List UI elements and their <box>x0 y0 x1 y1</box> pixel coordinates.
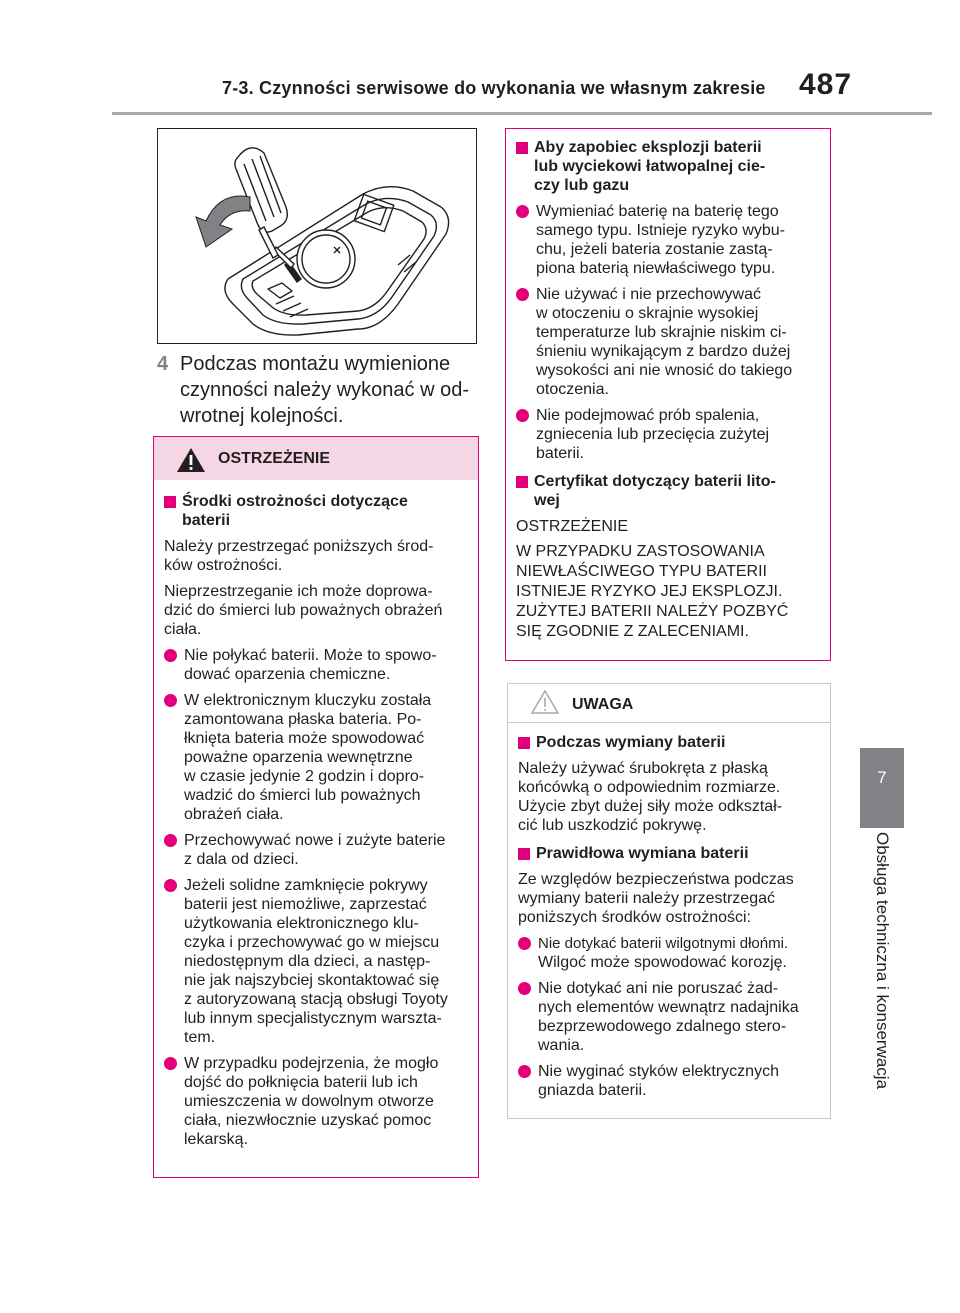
step-line: Podczas montażu wymienione <box>180 353 451 375</box>
chapter-number: 7 <box>877 768 887 787</box>
warning-triangle-icon <box>176 447 206 473</box>
bullet-item: W przypadku podejrzenia, że mogło dojść do połknięcia baterii lub ich umieszczenia w dowolnym otworze ciała, niezwłocznie uzyskać pomoc lekarską. <box>164 1054 470 1149</box>
subheading: Prawidłowa wymiana baterii <box>518 844 822 863</box>
screwdriver-key-drawing <box>158 129 476 343</box>
bullet-item: Nie połykać baterii. Może to spowo- dować oparzenia chemiczne. <box>164 646 470 684</box>
notice-heading: UWAGA <box>572 696 634 713</box>
bullet-item: Nie wyginać styków elektrycznych gniazda baterii. <box>518 1062 822 1100</box>
chapter-label-text: Obsługa techniczna i konserwacja <box>873 832 892 1090</box>
chapter-tab <box>860 748 904 823</box>
warning-content-continued <box>516 129 822 642</box>
subheading: Aby zapobiec eksplozji baterii lub wyciekowi łatwopalnej cie- czy lub gazu <box>516 138 822 195</box>
subheading: Podczas wymiany baterii <box>518 733 822 752</box>
bullet-item: Nie dotykać baterii wilgotnymi dłońmi. Wilgoć może spowodować korozję. <box>518 934 822 972</box>
notice-header <box>508 684 830 723</box>
paragraph: OSTRZEŻENIE <box>516 518 629 535</box>
step-line: wrotnej kolejności. <box>180 405 344 427</box>
warning-box <box>153 436 479 1178</box>
step-line: czynności należy wykonać w od- <box>180 379 470 401</box>
notice-content <box>518 724 822 1100</box>
paragraph: Nieprzestrzeganie ich może doprowa- dzić do śmierci lub poważnych obrażeń ciała. <box>164 583 443 638</box>
header-rule <box>112 112 932 115</box>
bullet-item: W elektronicznym kluczyku została zamontowana płaska bateria. Po- łknięta bateria może spowodować poważne oparzenia wewnętrzne w czasie jedynie 2 godzin i dopro- wadzić do śmierci lub poważnych obrażeń ciała. <box>164 691 470 824</box>
chapter-tab-rule <box>860 823 904 828</box>
caps-paragraph: W PRZYPADKU ZASTOSOWANIA NIEWŁAŚCIWEGO TYPU BATERII ISTNIEJE RYZYKO JEJ EKSPLOZJI. ZUŻYTEJ BATERII NALEŻY POZBYĆ SIĘ ZGODNIE Z ZALECENIAMI. <box>516 543 789 640</box>
bullet-item: Wymieniać baterię na baterię tego samego typu. Istnieje ryzyko wybu- chu, jeżeli bateria zostanie zastą- piona baterią niewłaściwego typu. <box>516 202 822 278</box>
bullet-item: Nie dotykać ani nie poruszać żad- nych elementów wewnątrz nadajnika bezprzewodowego zdalnego stero- wania. <box>518 979 822 1055</box>
step-4 <box>157 351 482 429</box>
notice-triangle-outline-icon <box>530 689 560 715</box>
key-battery-illustration <box>157 128 477 344</box>
subheading: Certyfikat dotyczący baterii lito- wej <box>516 472 822 510</box>
bullet-item: Przechowywać nowe i zużyte baterie z dala od dzieci. <box>164 831 470 869</box>
subheading: Środki ostrożności dotyczące baterii <box>164 492 470 530</box>
section-title: 7-3. Czynności serwisowe do wykonania we własnym zakresie <box>222 78 766 98</box>
paragraph: Należy używać śrubokręta z płaską końcówką o odpowiednim rozmiarze. Użycie zbyt dużej siły może odkształ- cić lub uszkodzić pokrywę. <box>518 760 783 834</box>
bullet-item: Nie używać i nie przechowywać w otoczeniu o skrajnie wysokiej temperaturze lub skrajnie niskim ci- śnieniu wynikającym z bardzo dużej wysokości ani nie wnosić do takiego otoczenia. <box>516 285 822 399</box>
bullet-item: Jeżeli solidne zamknięcie pokrywy baterii jest niemożliwe, zaprzestać użytkowania elektronicznego klu- czyka i przechowywać go w miejscu niedostępnym dla dzieci, a następ- nie jak najszybciej skontaktować się z autoryzowaną stacją obsługi Toyoty lub innym specjalistycznym warszta- tem. <box>164 876 470 1047</box>
notice-box <box>507 683 831 1119</box>
bullet-item: Nie podejmować prób spalenia, zgniecenia lub przecięcia zużytej baterii. <box>516 406 822 463</box>
warning-box-continued <box>505 128 831 661</box>
page-number: 487 <box>799 68 853 101</box>
paragraph: Ze względów bezpieczeństwa podczas wymiany baterii należy przestrzegać poniższych środków ostrożności: <box>518 871 794 926</box>
warning-content <box>164 483 470 1149</box>
step-number: 4 <box>157 353 169 375</box>
warning-heading: OSTRZEŻENIE <box>218 450 331 467</box>
paragraph: Należy przestrzegać poniższych środ- ków ostrożności. <box>164 538 434 574</box>
warning-header <box>154 437 478 480</box>
